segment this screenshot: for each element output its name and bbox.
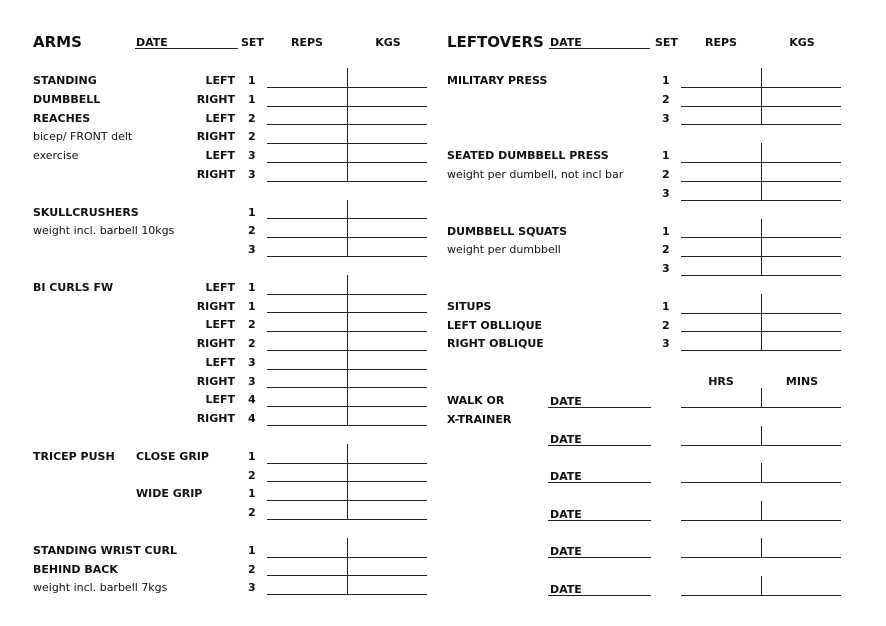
reps-field[interactable]	[681, 336, 761, 350]
exercise-note: weight incl. barbell 7kgs	[33, 581, 168, 595]
column-divider	[347, 538, 348, 595]
cardio-date-label: DATE	[550, 432, 582, 446]
side-label: RIGHT	[196, 337, 235, 350]
side-label: LEFT	[205, 355, 235, 369]
kgs-field[interactable]	[348, 129, 427, 143]
kgs-field[interactable]	[762, 299, 841, 313]
exercise-note: weight incl. barbell 10kgs	[33, 224, 175, 238]
cardio-date-line	[548, 595, 651, 596]
kgs-field[interactable]	[348, 392, 427, 406]
cardio-date-field[interactable]	[548, 431, 651, 445]
kgs-field[interactable]	[348, 411, 427, 425]
exercise-name: STANDING	[33, 74, 97, 87]
column-divider	[761, 538, 762, 558]
set-number: 2	[248, 468, 256, 482]
leftovers-kgs-header: KGS	[789, 36, 815, 49]
cardio-date-line	[548, 557, 651, 558]
hrs-field[interactable]	[681, 468, 761, 482]
leftovers-date-line	[549, 48, 650, 49]
arms-title: ARMS	[33, 33, 82, 51]
arms-reps-header: REPS	[291, 36, 323, 49]
arms-set-header: SET	[241, 36, 264, 49]
kgs-field[interactable]	[762, 73, 841, 87]
kgs-field[interactable]	[762, 336, 841, 350]
reps-field[interactable]	[267, 73, 347, 87]
side-label: RIGHT	[196, 167, 235, 181]
reps-field[interactable]	[267, 411, 347, 425]
cardio-date-field[interactable]	[548, 468, 651, 482]
column-divider	[761, 143, 762, 200]
cardio-name: X-TRAINER	[447, 412, 512, 426]
grip-label: CLOSE GRIP	[136, 449, 209, 463]
cardio-date-label: DATE	[550, 582, 582, 596]
kgs-field[interactable]	[762, 261, 841, 275]
reps-field[interactable]	[267, 336, 347, 350]
mins-field[interactable]	[762, 543, 841, 557]
exercise-name: RIGHT OBLIQUE	[447, 337, 544, 351]
set-number: 1	[662, 299, 670, 313]
hrs-field[interactable]	[681, 543, 761, 557]
set-number: 3	[248, 355, 256, 369]
reps-field[interactable]	[681, 186, 761, 200]
set-number: 2	[248, 318, 256, 332]
reps-field[interactable]	[267, 129, 347, 143]
cardio-date-label: DATE	[550, 507, 582, 521]
kgs-field[interactable]	[348, 110, 427, 124]
exercise-name: MILITARY PRESS	[447, 74, 548, 87]
reps-field[interactable]	[681, 110, 761, 124]
reps-field[interactable]	[681, 73, 761, 87]
set-number: 4	[248, 412, 256, 425]
side-label: LEFT	[205, 280, 235, 294]
exercise-name: BEHIND BACK	[33, 562, 118, 576]
kgs-field[interactable]	[348, 298, 427, 312]
exercise-name: LEFT OBLLIQUE	[447, 318, 543, 332]
set-number: 2	[248, 224, 256, 238]
exercise-note: weight per dumbbell	[447, 243, 561, 257]
reps-field[interactable]	[681, 261, 761, 275]
column-divider	[761, 388, 762, 408]
kgs-field[interactable]	[762, 317, 841, 331]
reps-field[interactable]	[267, 223, 347, 237]
cardio-date-field[interactable]	[548, 506, 651, 520]
grip-label: WIDE GRIP	[136, 487, 203, 501]
side-label: RIGHT	[196, 92, 235, 106]
reps-field[interactable]	[681, 299, 761, 313]
kgs-field[interactable]	[348, 242, 427, 256]
kgs-field[interactable]	[348, 373, 427, 387]
set-number: 1	[662, 74, 670, 87]
column-divider	[761, 501, 762, 521]
reps-field[interactable]	[267, 580, 347, 594]
set-number: 3	[248, 149, 256, 162]
cardio-date-field[interactable]	[548, 543, 651, 557]
arms-kgs-header: KGS	[375, 36, 401, 49]
reps-field[interactable]	[267, 467, 347, 481]
set-number: 3	[248, 243, 256, 256]
reps-field[interactable]	[267, 148, 347, 162]
set-number: 2	[662, 318, 670, 332]
reps-field[interactable]	[681, 223, 761, 237]
arms-date-line	[135, 48, 238, 49]
column-divider	[761, 426, 762, 446]
reps-field[interactable]	[267, 167, 347, 181]
reps-field[interactable]	[267, 505, 347, 519]
leftovers-date-label: DATE	[550, 36, 582, 49]
reps-field[interactable]	[267, 373, 347, 387]
set-number: 1	[248, 487, 256, 501]
column-divider	[761, 294, 762, 351]
kgs-field[interactable]	[348, 148, 427, 162]
side-label: LEFT	[205, 318, 235, 332]
reps-field[interactable]	[267, 392, 347, 406]
cardio-date-line	[548, 445, 651, 446]
side-label: RIGHT	[196, 374, 235, 388]
arms-date-field[interactable]	[135, 34, 238, 48]
reps-field[interactable]	[267, 486, 347, 500]
reps-field[interactable]	[681, 317, 761, 331]
set-number: 1	[248, 74, 256, 87]
reps-field[interactable]	[267, 561, 347, 575]
side-label: LEFT	[205, 393, 235, 407]
cardio-date-label: DATE	[550, 470, 582, 483]
leftovers-title: LEFTOVERS	[447, 33, 544, 51]
cardio-date-line	[548, 520, 651, 521]
exercise-name: DUMBBELL	[33, 92, 101, 106]
kgs-field[interactable]	[348, 336, 427, 350]
kgs-field[interactable]	[348, 317, 427, 331]
kgs-field[interactable]	[348, 223, 427, 237]
set-number: 2	[248, 111, 256, 125]
kgs-field[interactable]	[762, 186, 841, 200]
column-divider	[347, 200, 348, 257]
column-divider	[347, 444, 348, 520]
kgs-field[interactable]	[762, 223, 841, 237]
exercise-note: weight per dumbell, not incl bar	[447, 168, 624, 181]
mins-field[interactable]	[762, 468, 841, 482]
mins-header: MINS	[785, 375, 819, 388]
kgs-field[interactable]	[348, 167, 427, 181]
side-label: RIGHT	[196, 412, 235, 425]
cardio-date-line	[548, 407, 651, 408]
set-number: 2	[248, 130, 256, 144]
set-number: 1	[248, 543, 256, 557]
kgs-field[interactable]	[762, 92, 841, 106]
kgs-field[interactable]	[762, 167, 841, 181]
kgs-field[interactable]	[348, 486, 427, 500]
arms-date-label: DATE	[136, 36, 168, 49]
set-number: 1	[248, 280, 256, 294]
column-divider	[761, 463, 762, 483]
side-label: RIGHT	[196, 299, 235, 313]
exercise-name: SITUPS	[447, 299, 492, 313]
kgs-field[interactable]	[348, 449, 427, 463]
exercise-name: DUMBBELL SQUATS	[447, 224, 568, 238]
kgs-field[interactable]	[348, 505, 427, 519]
set-number: 2	[662, 168, 670, 181]
reps-field[interactable]	[267, 298, 347, 312]
reps-field[interactable]	[267, 449, 347, 463]
reps-field[interactable]	[681, 92, 761, 106]
set-number: 3	[248, 167, 256, 181]
column-divider	[761, 576, 762, 596]
exercise-name: BI CURLS FW	[33, 280, 114, 294]
kgs-field[interactable]	[348, 467, 427, 481]
reps-field[interactable]	[267, 280, 347, 294]
cardio-date-label: DATE	[550, 395, 582, 408]
exercise-note: exercise	[33, 149, 79, 162]
cardio-name: WALK OR	[447, 394, 505, 407]
mins-field[interactable]	[762, 393, 841, 407]
exercise-name: TRICEP PUSH	[33, 449, 115, 463]
set-number: 3	[662, 186, 670, 200]
exercise-name: SKULLCRUSHERS	[33, 205, 139, 219]
cardio-date-label: DATE	[550, 545, 582, 558]
set-number: 1	[662, 149, 670, 163]
hrs-field[interactable]	[681, 431, 761, 445]
side-label: LEFT	[205, 111, 235, 125]
hrs-field[interactable]	[681, 393, 761, 407]
reps-field[interactable]	[681, 148, 761, 162]
kgs-field[interactable]	[348, 92, 427, 106]
mins-field[interactable]	[762, 431, 841, 445]
set-number: 3	[662, 111, 670, 125]
cardio-date-line	[548, 482, 651, 483]
hrs-field[interactable]	[681, 506, 761, 520]
set-number: 2	[248, 506, 256, 519]
set-number: 3	[662, 262, 670, 275]
reps-field[interactable]	[267, 204, 347, 218]
set-number: 1	[248, 92, 256, 106]
cardio-date-field[interactable]	[548, 581, 651, 595]
hrs-header: HRS	[708, 375, 734, 388]
exercise-name: STANDING WRIST CURL	[33, 543, 178, 557]
column-divider	[347, 275, 348, 426]
hrs-field[interactable]	[681, 581, 761, 595]
set-number: 2	[248, 562, 256, 576]
kgs-field[interactable]	[348, 543, 427, 557]
mins-field[interactable]	[762, 506, 841, 520]
kgs-field[interactable]	[348, 204, 427, 218]
reps-field[interactable]	[681, 242, 761, 256]
column-divider	[761, 219, 762, 276]
set-number: 3	[248, 374, 256, 388]
set-number: 1	[248, 205, 256, 219]
set-number: 1	[248, 449, 256, 463]
reps-field[interactable]	[267, 317, 347, 331]
kgs-field[interactable]	[762, 110, 841, 124]
kgs-field[interactable]	[348, 355, 427, 369]
leftovers-date-field[interactable]	[549, 34, 650, 48]
side-label: LEFT	[205, 149, 235, 162]
set-number: 1	[248, 299, 256, 313]
cardio-date-field[interactable]	[548, 393, 651, 407]
reps-field[interactable]	[267, 242, 347, 256]
set-number: 3	[248, 581, 256, 595]
reps-field[interactable]	[681, 167, 761, 181]
reps-field[interactable]	[267, 92, 347, 106]
kgs-field[interactable]	[348, 73, 427, 87]
leftovers-reps-header: REPS	[705, 36, 737, 49]
kgs-field[interactable]	[762, 242, 841, 256]
side-label: RIGHT	[196, 130, 235, 144]
reps-field[interactable]	[267, 110, 347, 124]
kgs-field[interactable]	[762, 148, 841, 162]
set-number: 3	[662, 337, 670, 351]
side-label: LEFT	[205, 74, 235, 87]
set-number: 2	[662, 92, 670, 106]
exercise-name: REACHES	[33, 111, 91, 125]
mins-field[interactable]	[762, 581, 841, 595]
leftovers-set-header: SET	[655, 36, 678, 49]
reps-field[interactable]	[267, 543, 347, 557]
column-divider	[347, 68, 348, 182]
exercise-note: bicep/ FRONT delt	[33, 130, 133, 144]
set-number: 2	[662, 243, 670, 257]
kgs-field[interactable]	[348, 280, 427, 294]
column-divider	[761, 68, 762, 125]
reps-field[interactable]	[267, 355, 347, 369]
set-number: 4	[248, 393, 256, 407]
set-number: 2	[248, 337, 256, 350]
exercise-name: SEATED DUMBBELL PRESS	[447, 149, 609, 163]
kgs-field[interactable]	[348, 580, 427, 594]
kgs-field[interactable]	[348, 561, 427, 575]
set-number: 1	[662, 224, 670, 238]
